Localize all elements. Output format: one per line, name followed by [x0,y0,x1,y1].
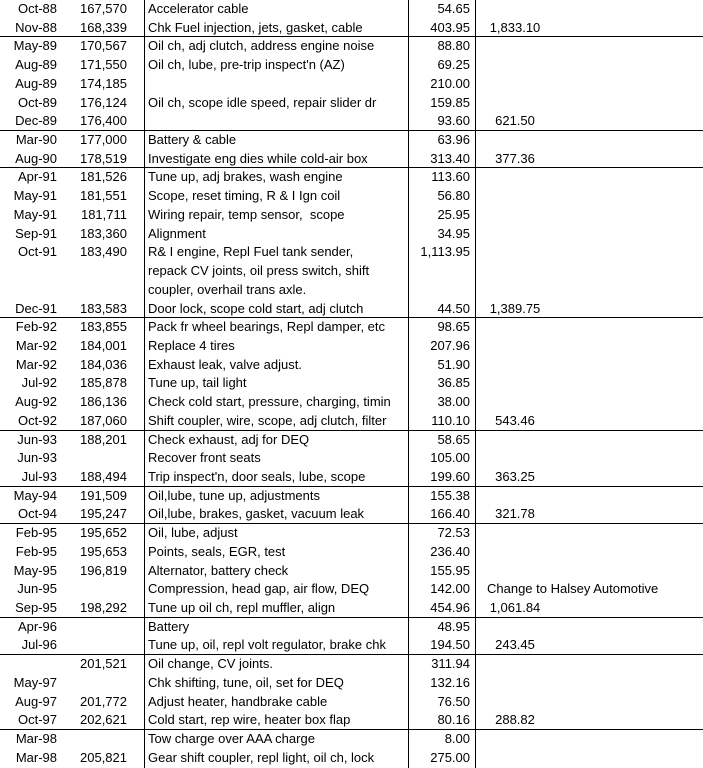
total-cell[interactable] [475,487,703,506]
mileage-cell[interactable]: 181,526 [80,169,127,185]
yearly-total-cell[interactable]: 1,061.84 [489,600,541,616]
mileage-cell[interactable]: 183,490 [80,244,127,260]
date-cell[interactable]: Aug-89 [15,57,57,73]
mileage-cell[interactable]: 167,570 [80,1,127,16]
mileage-cell[interactable]: 188,494 [80,469,127,484]
date-cell[interactable]: Jun-93 [17,450,57,466]
column-border-total [475,0,476,768]
date-cell[interactable]: Mar-92 [15,356,57,372]
description-cell[interactable]: Scope, reset timing, R & I Ign coil [148,188,341,204]
table-row [0,168,703,187]
amount-cell[interactable]: 105.00 [430,450,470,466]
date-cell[interactable]: May-91 [13,206,57,222]
amount-cell[interactable]: 166.40 [430,506,470,522]
description-cell[interactable]: Pack fr wheel bearings, Repl damper, etc [148,319,386,335]
mileage-cell[interactable]: 170,567 [80,38,127,54]
table-row [0,674,703,693]
date-cell[interactable]: Dec-91 [15,300,57,316]
date-cell[interactable]: Mar-90 [15,132,57,148]
mileage-cell[interactable]: 176,124 [80,94,127,110]
total-cell[interactable] [475,618,703,637]
amount-cell[interactable]: 155.38 [430,487,470,503]
table-row [0,356,703,375]
mileage-cell[interactable]: 184,001 [80,337,127,353]
mileage-cell[interactable] [66,674,144,693]
table-row [0,206,703,225]
table-row [0,449,703,468]
date-cell[interactable]: May-95 [13,562,57,578]
amount-cell[interactable]: 236.40 [430,543,470,559]
description-cell[interactable]: Chk shifting, tune, oil, set for DEQ [148,674,344,690]
description-cell[interactable]: Tune up, adj brakes, wash engine [148,169,343,185]
amount-cell[interactable]: 210.00 [430,75,470,91]
yearly-total-cell[interactable]: 377.36 [495,150,535,166]
date-cell[interactable]: Oct-88 [17,1,57,16]
total-cell[interactable] [475,318,703,337]
table-row [0,318,703,337]
mileage-cell[interactable]: 195,652 [80,525,127,541]
total-cell[interactable] [475,356,703,375]
total-cell[interactable] [475,562,703,581]
mileage-cell[interactable]: 181,711 [80,206,127,222]
total-cell[interactable] [475,337,703,356]
mileage-cell[interactable]: 181,551 [80,188,127,204]
table-row [0,749,703,768]
amount-cell[interactable]: 275.00 [430,749,470,765]
date-cell[interactable]: May-97 [13,674,57,690]
table-row [0,300,703,319]
amount-cell[interactable]: 44.50 [437,300,470,316]
date-cell[interactable]: May-91 [13,188,57,204]
mileage-cell[interactable]: 178,519 [80,150,127,166]
total-cell[interactable] [475,94,703,113]
mileage-cell[interactable]: 198,292 [80,600,127,616]
table-row [0,37,703,56]
table-row [0,431,703,450]
amount-cell[interactable]: 199.60 [430,469,470,484]
amount-cell[interactable]: 36.85 [437,375,470,391]
mileage-cell[interactable]: 174,185 [80,75,127,91]
amount-cell[interactable]: 80.16 [437,712,470,728]
total-cell[interactable] [475,449,703,468]
yearly-total-cell[interactable]: 1,389.75 [489,300,541,316]
date-cell[interactable]: Aug-89 [15,75,57,91]
description-cell[interactable]: Oil,lube, brakes, gasket, vacuum leak [148,506,365,522]
mileage-cell[interactable]: 196,819 [80,562,127,578]
yearly-total-cell[interactable]: 621.50 [495,113,535,129]
description-cell[interactable]: Alignment [148,225,206,241]
description-cell[interactable]: Tune up, tail light [148,375,247,391]
description-cell[interactable]: Shift coupler, wire, scope, adj clutch, filter [148,412,387,428]
date-cell[interactable]: Aug-97 [15,693,57,709]
yearly-total-cell[interactable]: 288.82 [495,712,535,728]
table-row [0,56,703,75]
table-row [0,0,703,19]
description-cell[interactable]: Battery [148,618,190,634]
amount-cell[interactable]: 155.95 [430,562,470,578]
description-cell[interactable]: Oil ch, adj clutch, address engine noise [148,38,375,54]
amount-cell[interactable]: 93.60 [437,113,470,129]
description-cell[interactable]: Accelerator cable [148,1,249,16]
date-cell[interactable]: Oct-92 [17,412,57,428]
table-row [0,94,703,113]
mileage-cell[interactable] [66,636,144,655]
description-cell[interactable]: Chk Fuel injection, jets, gasket, cable [148,19,363,35]
date-cell[interactable]: Mar-92 [15,337,57,353]
description-cell[interactable]: Replace 4 tires [148,337,235,353]
date-cell[interactable]: Mar-98 [15,749,57,765]
amount-cell[interactable]: 48.95 [437,618,470,634]
description-cell[interactable] [144,75,408,94]
table-row [0,187,703,206]
description-cell[interactable]: Oil ch, scope idle speed, repair slider dr [148,94,377,110]
total-cell[interactable] [475,75,703,94]
mileage-cell[interactable]: 205,821 [80,749,127,765]
description-cell[interactable]: Oil,lube, tune up, adjustments [148,487,320,503]
description-cell[interactable]: Points, seals, EGR, test [148,543,286,559]
table-row [0,693,703,712]
total-cell[interactable] [475,730,703,749]
mileage-cell[interactable]: 183,360 [80,225,127,241]
mileage-cell[interactable]: 171,550 [80,57,127,73]
amount-cell[interactable]: 403.95 [430,19,470,35]
amount-cell[interactable]: 58.65 [437,431,470,447]
total-cell[interactable] [475,56,703,75]
description-cell[interactable]: Gear shift coupler, repl light, oil ch, lock [148,749,375,765]
amount-cell[interactable]: 113.60 [431,169,470,185]
description-cell[interactable]: Recover front seats [148,450,261,466]
total-cell[interactable] [475,374,703,393]
note-cell[interactable]: Change to Halsey Automotive [487,581,659,597]
description-cell[interactable]: Compression, head gap, air flow, DEQ [148,581,370,597]
mileage-cell[interactable]: 168,339 [80,19,127,35]
table-row [0,112,703,131]
total-cell[interactable] [475,655,703,674]
mileage-cell[interactable]: 201,772 [80,693,127,709]
total-cell[interactable] [475,693,703,712]
table-row [0,412,703,431]
amount-cell[interactable]: 56.80 [437,188,470,204]
table-row [0,150,703,169]
amount-cell[interactable]: 313.40 [430,150,470,166]
amount-cell[interactable]: 34.95 [437,225,470,241]
table-row [0,337,703,356]
table-row [0,19,703,38]
mileage-cell[interactable] [66,730,144,749]
total-cell[interactable] [475,206,703,225]
total-cell[interactable] [475,543,703,562]
description-cell[interactable]: Oil ch, lube, pre-trip inspect'n (AZ) [148,57,345,73]
description-cell[interactable]: Battery & cable [148,132,237,148]
date-cell[interactable]: Apr-96 [17,618,57,634]
yearly-total-cell[interactable]: 543.46 [495,412,535,428]
description-cell[interactable]: Tune up, oil, repl volt regulator, brake chk [148,637,386,653]
description-cell[interactable]: Check exhaust, adj for DEQ [148,431,310,447]
description-cell[interactable]: Check cold start, pressure, charging, timin [148,394,391,410]
description-cell[interactable]: Door lock, scope cold start, adj clutch [148,300,364,316]
mileage-cell[interactable]: 191,509 [80,487,127,503]
table-row [0,505,703,524]
description-cell[interactable]: Tune up oil ch, repl muffler, align [148,600,336,616]
description-cell[interactable]: Alternator, battery check [148,562,289,578]
date-cell[interactable]: Oct-94 [17,506,57,522]
table-row [0,562,703,581]
date-cell[interactable]: Mar-98 [15,731,57,747]
total-cell[interactable] [475,0,703,19]
mileage-cell[interactable] [66,618,144,637]
table-row [0,618,703,637]
mileage-cell[interactable]: 185,878 [80,375,127,391]
amount-cell[interactable]: 311.94 [431,656,470,672]
date-cell[interactable] [0,655,66,674]
mileage-cell[interactable]: 183,855 [80,319,127,335]
date-cell[interactable]: Oct-89 [17,94,57,110]
mileage-cell[interactable]: 176,400 [80,113,127,129]
date-cell[interactable]: Nov-88 [15,19,57,35]
table-row [0,393,703,412]
amount-cell[interactable]: 110.10 [431,412,470,428]
mileage-cell[interactable]: 195,247 [80,506,127,522]
date-cell[interactable]: Oct-91 [17,244,57,260]
table-row [0,655,703,674]
total-cell[interactable] [475,524,703,543]
amount-cell[interactable]: 454.96 [430,600,470,616]
date-cell[interactable]: Sep-95 [15,600,57,616]
date-cell[interactable]: Sep-91 [15,225,57,241]
date-cell[interactable]: Oct-97 [17,712,57,728]
table-row [0,543,703,562]
date-cell[interactable]: Jul-92 [21,375,57,391]
total-cell[interactable] [475,225,703,244]
mileage-cell[interactable]: 187,060 [80,412,127,428]
date-cell[interactable]: Apr-91 [17,169,57,185]
table-row [0,374,703,393]
amount-cell[interactable]: 69.25 [437,57,470,73]
mileage-cell[interactable] [66,580,144,599]
description-cell[interactable]: Wiring repair, temp sensor, scope [148,206,345,222]
description-cell[interactable]: Investigate eng dies while cold-air box [148,150,368,166]
amount-cell[interactable]: 207.96 [430,337,470,353]
date-cell[interactable]: Jun-95 [17,581,57,597]
table-row [0,599,703,618]
amount-cell[interactable]: 132.16 [430,674,470,690]
amount-cell[interactable]: 88.80 [437,38,470,54]
mileage-cell[interactable]: 186,136 [80,394,127,410]
total-cell[interactable] [475,131,703,150]
date-cell[interactable]: Jul-96 [21,637,57,653]
description-cell[interactable]: Oil change, CV joints. [148,656,274,672]
date-cell[interactable]: Feb-95 [15,525,57,541]
yearly-total-cell[interactable]: 321.78 [495,506,535,522]
table-row [0,730,703,749]
table-row [0,487,703,506]
amount-cell[interactable]: 72.53 [437,525,470,541]
total-cell[interactable] [475,243,703,299]
amount-cell[interactable]: 98.65 [437,319,470,335]
amount-cell[interactable]: 1,113.95 [420,244,470,260]
mileage-cell[interactable]: 202,621 [80,712,127,728]
date-cell[interactable]: May-89 [13,38,57,54]
table-row [0,468,703,487]
table-row [0,243,703,299]
table-row [0,711,703,730]
date-cell[interactable]: Jun-93 [17,431,57,447]
total-cell[interactable] [475,674,703,693]
table-row [0,580,703,599]
amount-cell[interactable]: 38.00 [437,394,470,410]
amount-cell[interactable]: 142.00 [430,581,470,597]
amount-cell[interactable]: 54.65 [437,1,470,16]
amount-cell[interactable]: 63.96 [437,132,470,148]
date-cell[interactable]: Aug-90 [15,150,57,166]
total-cell[interactable] [475,393,703,412]
mileage-cell[interactable] [66,449,144,468]
description-cell[interactable] [144,112,408,131]
date-cell[interactable]: May-94 [13,487,57,503]
amount-cell[interactable]: 76.50 [437,693,470,709]
total-cell[interactable] [475,431,703,450]
table-row [0,225,703,244]
date-cell[interactable]: Aug-92 [15,394,57,410]
mileage-cell[interactable]: 201,521 [80,656,127,672]
amount-cell[interactable]: 25.95 [437,206,470,222]
total-cell[interactable] [475,37,703,56]
description-cell[interactable]: Cold start, rep wire, heater box flap [148,712,351,728]
description-cell[interactable]: Oil, lube, adjust [148,525,238,541]
mileage-cell[interactable]: 183,583 [80,300,127,316]
description-cell[interactable]: Exhaust leak, valve adjust. [148,356,302,372]
mileage-cell[interactable]: 184,036 [80,356,127,372]
amount-cell[interactable]: 194.50 [430,637,470,653]
yearly-total-cell[interactable]: 243.45 [495,637,535,653]
mileage-cell[interactable]: 177,000 [80,132,127,148]
date-cell[interactable]: Feb-95 [15,543,57,559]
mileage-cell[interactable]: 188,201 [80,431,127,447]
column-border-description [144,0,145,768]
date-cell[interactable]: Dec-89 [15,113,57,129]
amount-cell[interactable]: 159.85 [430,94,470,110]
yearly-total-cell[interactable]: 363.25 [495,469,535,484]
mileage-cell[interactable]: 195,653 [80,543,127,559]
amount-cell[interactable]: 51.90 [437,356,470,372]
description-cell[interactable]: Tow charge over AAA charge [148,731,315,747]
total-cell[interactable] [475,749,703,768]
date-cell[interactable]: Feb-92 [15,319,57,335]
table-row [0,636,703,655]
description-cell[interactable]: Trip inspect'n, door seals, lube, scope [148,469,366,484]
description-cell[interactable]: R& I engine, Repl Fuel tank sender, repack CV joints, oil press switch, shift coupler, overhail trans axle. [148,244,370,297]
table-row [0,75,703,94]
description-cell[interactable]: Adjust heater, handbrake cable [148,693,328,709]
date-cell[interactable]: Jul-93 [21,469,57,484]
table-row [0,524,703,543]
total-cell[interactable] [475,187,703,206]
yearly-total-cell[interactable]: 1,833.10 [489,19,541,35]
total-cell[interactable] [475,168,703,187]
amount-cell[interactable]: 8.00 [444,731,470,747]
table-row [0,131,703,150]
column-border-amount [408,0,409,768]
